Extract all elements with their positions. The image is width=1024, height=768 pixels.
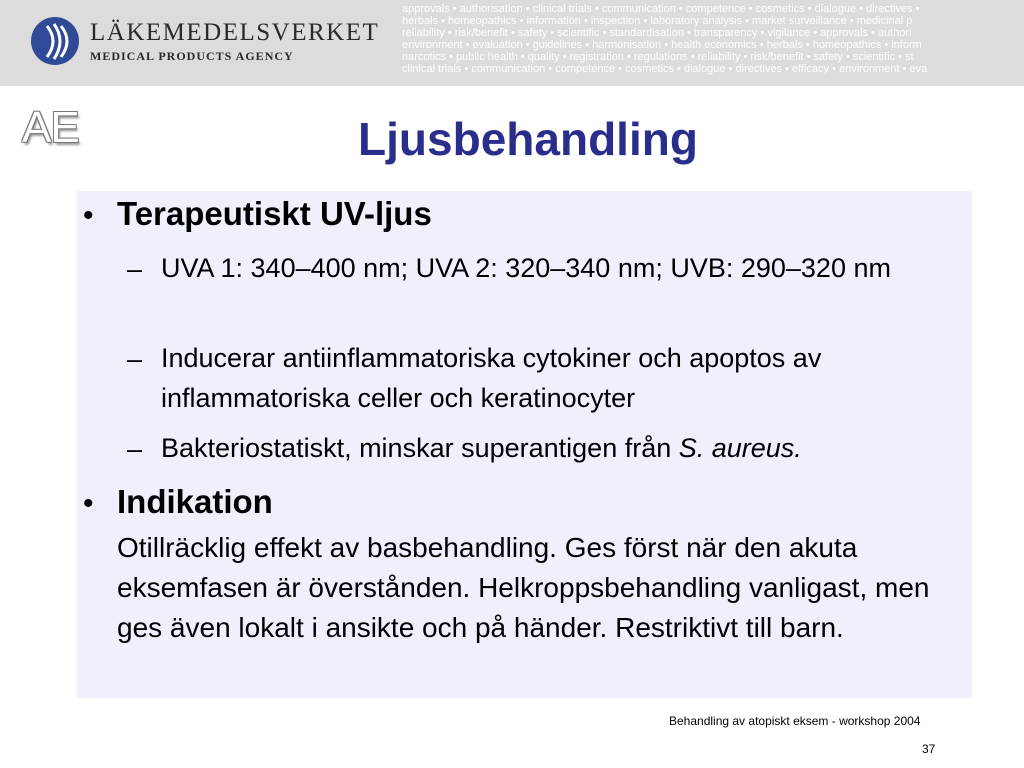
slide-title: Ljusbehandling: [358, 113, 698, 165]
content-box: [77, 191, 972, 698]
watermark-line: herbals • homeopathics • information • inspection • laboratory analysis • market surveillance • medicinal p: [402, 15, 913, 27]
subitem-bacteriostatic-text: Bakteriostatiskt, minskar superantigen från: [161, 433, 679, 463]
subitem-marker: –: [127, 344, 143, 374]
watermark-line: environment • evaluation • guidelines • harmonisation • health economics • herbals • homeopathics • inform: [402, 39, 922, 51]
bullet-heading-indikation: Indikation: [117, 483, 273, 520]
header-band: [0, 0, 1024, 86]
bullet-heading-terapeutiskt: Terapeutiskt UV-ljus: [117, 195, 432, 232]
header-watermark-text: [402, 3, 1024, 83]
page-number: 37: [922, 742, 936, 756]
organism-name: S. aureus.: [678, 433, 802, 463]
indikation-body: Otillräcklig effekt av basbehandling. Ges först när den akuta eksemfasen är överstånden. Helkroppsbehandling vanligast, men ges även lokalt i ansikte och på händer. Restriktivt till barn.: [117, 532, 930, 643]
subitem-bacteriostatic: [161, 428, 976, 468]
subitem-cytokines: Inducerar antiinflammatoriska cytokiner och apoptos av inflammatoriska celler och keratinocyter: [161, 343, 822, 413]
watermark-line: clinical trials • communication • competence • cosmetics • dialogue • directives • efficacy • environment • eva: [402, 63, 928, 75]
bullet-marker: •: [83, 199, 94, 232]
watermark-line: narcotics • public health • quality • registration • regulations • reliability • risk/benefit • safety • scientific • st: [402, 51, 914, 63]
subitem-uv-ranges: UVA 1: 340–400 nm; UVA 2: 320–340 nm; UVB: 290–320 nm: [161, 253, 891, 283]
watermark-line: approvals • authorisation • clinical trials • communication • competence • cosmetics • dialogue • directives •: [402, 3, 920, 15]
ae-mark: AE: [22, 103, 79, 152]
footer-text: Behandling av atopiskt eksem - workshop 2004: [669, 714, 921, 728]
agency-emblem-icon: [30, 16, 80, 66]
subitem-marker: –: [127, 434, 143, 464]
watermark-line: reliability • risk/benefit • safety • scientific • standardisation • transparency • vigilance • approvals • authori: [402, 27, 912, 39]
bullet-marker: •: [83, 487, 94, 520]
org-name: LÄKEMEDELSVERKET: [90, 19, 380, 46]
org-subtitle: MEDICAL PRODUCTS AGENCY: [90, 49, 294, 63]
subitem-marker: –: [127, 254, 143, 284]
